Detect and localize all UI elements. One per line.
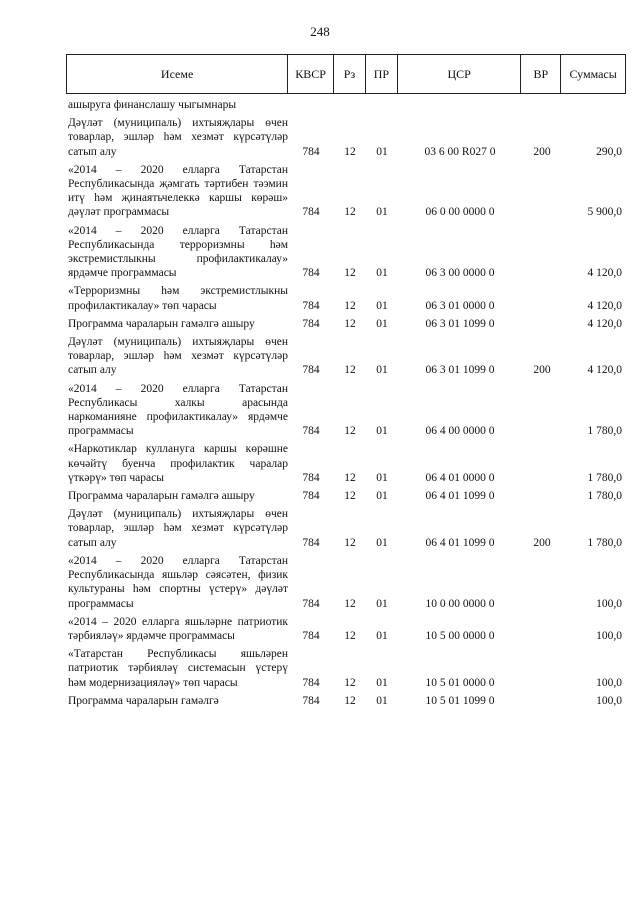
row-kvsr: 784	[302, 490, 320, 503]
header-sum: Суммасы	[569, 66, 617, 81]
row-pr: 01	[376, 145, 388, 158]
row-csr: 06 3 01 0000 0	[425, 299, 495, 312]
table-row	[66, 489, 626, 503]
row-rz: 12	[344, 267, 356, 280]
header-pr: ПР	[366, 55, 398, 93]
row-csr: 06 3 01 1099 0	[425, 317, 495, 330]
budget-table	[66, 54, 626, 712]
row-pr: 01	[376, 317, 388, 330]
row-name: Дәүләт (муниципаль) ихтыяҗлары өчен товарлар, эшләр һәм хезмәт күрсәтүләр сатып алу	[68, 336, 288, 377]
row-rz: 12	[344, 425, 356, 438]
row-csr: 03 6 00 R027 0	[424, 145, 496, 158]
row-rz: 12	[344, 490, 356, 503]
row-name: Дәүләт (муниципаль) ихтыяҗлары өчен товарлар, эшләр һәм хезмәт күрсәтүләр сатып алу	[68, 117, 288, 158]
table-body	[66, 98, 626, 708]
row-name: «2014 – 2020 елларга Татарстан Республикасында яшьләр сәясәтен, физик культураны һәм спортны үстерү» дәүләт программасы	[68, 554, 288, 610]
row-name: «2014 – 2020 елларга Татарстан Республикасында җәмгать тәртибен тәэмин итү һәм җинаятьчелеккә каршы көрәш» дәүләт программасы	[68, 163, 288, 219]
row-kvsr: 784	[302, 299, 320, 312]
row-sum: 100,0	[596, 676, 622, 689]
row-kvsr: 784	[302, 206, 320, 219]
row-sum: 4 120,0	[587, 299, 622, 312]
row-kvsr: 784	[302, 694, 320, 707]
row-sum: 100,0	[596, 694, 622, 707]
row-pr: 01	[376, 536, 388, 549]
row-rz: 12	[344, 471, 356, 484]
row-pr: 01	[376, 694, 388, 707]
row-kvsr: 784	[302, 597, 320, 610]
row-sum: 1 780,0	[587, 425, 622, 438]
row-pr: 01	[376, 299, 388, 312]
row-kvsr: 784	[302, 364, 320, 377]
row-pr: 01	[376, 629, 388, 642]
row-sum: 290,0	[596, 145, 622, 158]
row-name: Программа чараларын гамәлгә ашыру	[68, 317, 255, 330]
row-name: «2014 – 2020 елларга Татарстан Республикасы халкы арасында наркоманияне профилактикалау» ярдәмче программасы	[68, 382, 288, 438]
row-csr: 06 3 01 1099 0	[425, 364, 495, 377]
header-vr: ВР	[521, 55, 561, 93]
table-row	[66, 694, 626, 708]
table-row	[66, 163, 626, 220]
row-sum: 100,0	[596, 629, 622, 642]
row-name: «Наркотиклар куллануга каршы көрәшне көчәйтү буенча профилактик чаралар үткәрү» төп чарасы	[68, 443, 288, 484]
row-csr: 06 3 00 0000 0	[425, 267, 495, 280]
row-name: «2014 – 2020 елларга яшьләрне патриотик тәрбияләү» ярдәмче программасы	[68, 615, 288, 642]
row-pr: 01	[376, 206, 388, 219]
row-kvsr: 784	[302, 425, 320, 438]
header-name: Исеме	[67, 55, 288, 93]
row-kvsr: 784	[302, 676, 320, 689]
row-kvsr: 784	[302, 267, 320, 280]
row-sum: 100,0	[596, 597, 622, 610]
row-pr: 01	[376, 490, 388, 503]
table-row	[66, 116, 626, 159]
row-pr: 01	[376, 267, 388, 280]
row-sum: 1 780,0	[587, 536, 622, 549]
row-csr: 06 0 00 0000 0	[425, 206, 495, 219]
row-csr: 10 5 00 0000 0	[425, 629, 495, 642]
row-csr: 06 4 01 0000 0	[425, 471, 495, 484]
header-rz: Рз	[334, 55, 366, 93]
row-csr: 10 5 01 0000 0	[425, 676, 495, 689]
table-row	[66, 317, 626, 331]
table-row	[66, 615, 626, 643]
table-header	[66, 54, 626, 94]
row-rz: 12	[344, 676, 356, 689]
row-rz: 12	[344, 145, 356, 158]
row-kvsr: 784	[302, 145, 320, 158]
row-csr: 06 4 00 0000 0	[425, 425, 495, 438]
row-sum: 4 120,0	[587, 317, 622, 330]
row-rz: 12	[344, 597, 356, 610]
row-rz: 12	[344, 299, 356, 312]
row-sum: 1 780,0	[587, 471, 622, 484]
header-kvsr: КВСР	[288, 55, 334, 93]
row-kvsr: 784	[302, 471, 320, 484]
header-csr: ЦСР	[398, 55, 522, 93]
row-kvsr: 784	[302, 317, 320, 330]
row-name: «Терроризмны һәм экстремистлыкны профилактикалау» төп чарасы	[68, 285, 288, 312]
row-name: ашыруга финанслашу чыгымнары	[68, 99, 237, 111]
row-name: Программа чараларын гамәлгә	[68, 694, 219, 707]
row-pr: 01	[376, 364, 388, 377]
row-rz: 12	[344, 206, 356, 219]
table-row	[66, 284, 626, 312]
row-csr: 10 0 00 0000 0	[425, 597, 495, 610]
table-row	[66, 335, 626, 378]
table-row	[66, 442, 626, 485]
row-vr: 200	[533, 536, 551, 549]
row-sum: 5 900,0	[587, 206, 622, 219]
row-sum: 1 780,0	[587, 490, 622, 503]
row-sum: 4 120,0	[587, 267, 622, 280]
row-pr: 01	[376, 425, 388, 438]
table-row	[66, 224, 626, 281]
row-rz: 12	[344, 364, 356, 377]
row-kvsr: 784	[302, 629, 320, 642]
table-row	[66, 507, 626, 550]
table-row	[66, 382, 626, 439]
row-name: «Татарстан Республикасы яшьләрен патриотик тәрбияләү системасын үстерү һәм модернизацияләү» төп чарасы	[68, 648, 288, 689]
row-rz: 12	[344, 694, 356, 707]
row-csr: 06 4 01 1099 0	[425, 490, 495, 503]
row-name: Дәүләт (муниципаль) ихтыяҗлары өчен товарлар, эшләр һәм хезмәт күрсәтүләр сатып алу	[68, 508, 288, 549]
page-number: 248	[310, 24, 330, 39]
row-vr: 200	[533, 364, 551, 377]
row-pr: 01	[376, 471, 388, 484]
row-rz: 12	[344, 536, 356, 549]
row-kvsr: 784	[302, 536, 320, 549]
table-row	[66, 554, 626, 611]
row-rz: 12	[344, 317, 356, 330]
table-row	[66, 98, 626, 112]
row-csr: 06 4 01 1099 0	[425, 536, 495, 549]
row-vr: 200	[533, 145, 551, 158]
row-name: Программа чараларын гамәлгә ашыру	[68, 490, 255, 503]
row-name: «2014 – 2020 елларга Татарстан Республикасында терроризмны һәм экстремистлыкны профилактикалау» ярдәмче программасы	[68, 224, 288, 280]
table-row	[66, 647, 626, 690]
row-rz: 12	[344, 629, 356, 642]
row-sum: 4 120,0	[587, 364, 622, 377]
row-csr: 10 5 01 1099 0	[425, 694, 495, 707]
row-pr: 01	[376, 676, 388, 689]
row-pr: 01	[376, 597, 388, 610]
